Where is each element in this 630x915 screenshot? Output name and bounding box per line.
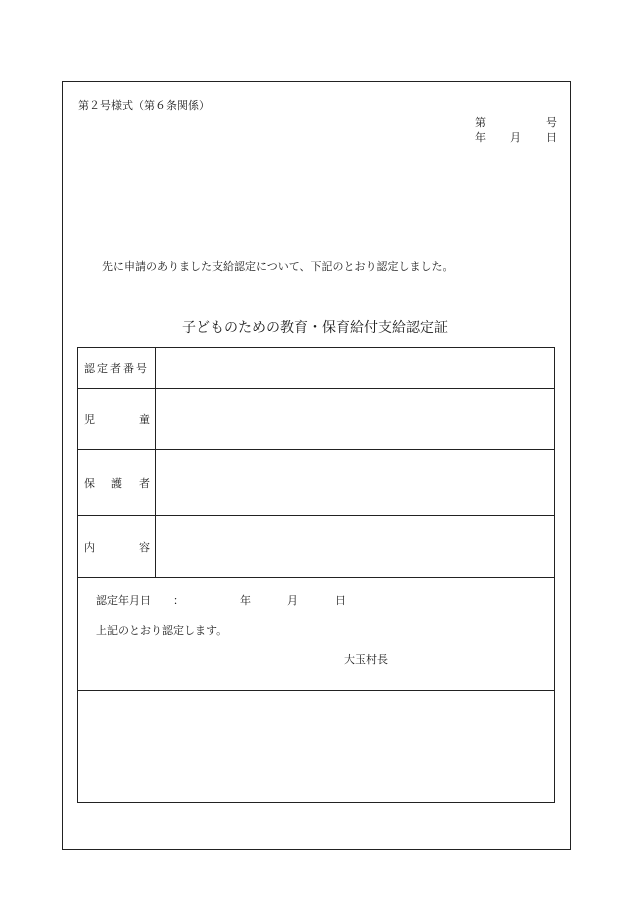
issuer-name: 大玉村長	[344, 653, 388, 666]
row-certified-number	[78, 348, 554, 389]
row-child	[78, 389, 554, 450]
number-suffix: 号	[546, 116, 557, 129]
label-child: 児 童	[78, 389, 156, 449]
certificate-table	[77, 347, 555, 803]
date-day-label: 日	[546, 131, 557, 144]
label-content: 内 容	[78, 516, 156, 577]
row-certification	[78, 578, 554, 691]
notice-text: 先に申請のありました支給認定について、下記のとおり認定しました。	[102, 260, 454, 273]
date-month-label: 月	[510, 131, 521, 144]
value-content[interactable]	[156, 516, 554, 577]
date-year-label: 年	[475, 131, 486, 144]
value-certified-number[interactable]	[156, 348, 554, 388]
certification-day-label: 日	[335, 594, 346, 607]
row-guardian	[78, 450, 554, 516]
certification-statement: 上記のとおり認定します。	[96, 624, 228, 637]
row-remarks[interactable]	[78, 691, 554, 802]
form-number: 第２号様式（第６条関係）	[78, 99, 210, 112]
label-certified-number: 認定者番号	[78, 348, 156, 388]
label-guardian: 保 護 者	[78, 450, 156, 515]
certification-month-label: 月	[287, 594, 298, 607]
value-child[interactable]	[156, 389, 554, 449]
number-prefix: 第	[475, 116, 486, 129]
row-content	[78, 516, 554, 578]
certificate-title: 子どものための教育・保育給付支給認定証	[182, 320, 448, 336]
value-guardian[interactable]	[156, 450, 554, 515]
certification-date-label: 認定年月日	[96, 594, 151, 607]
certification-date-colon: ：	[173, 594, 184, 607]
certification-year-label: 年	[240, 594, 251, 607]
